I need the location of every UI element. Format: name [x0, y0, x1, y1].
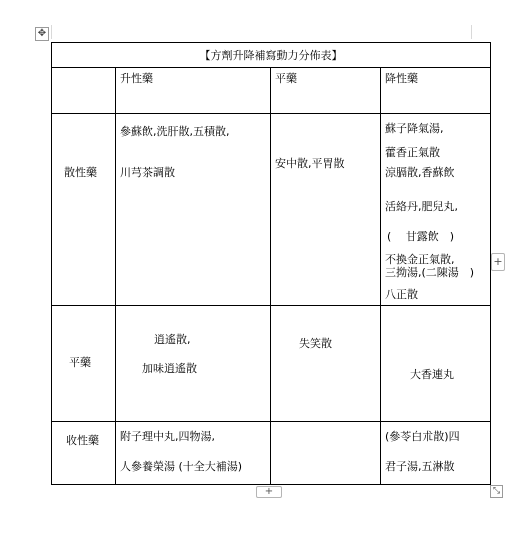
formula-text: 安中散,平胃散: [275, 157, 345, 170]
formula-text: 活絡丹,肥兒丸,: [385, 200, 458, 213]
header-ascending: 升性藥: [120, 72, 153, 85]
table-title: 【方劑升降補寫動力分佈表】: [52, 43, 491, 68]
formula-text: 涼膈散,香蘇飲: [385, 166, 455, 179]
row-label-dispersing: 散性藥: [64, 166, 97, 179]
row-label-neutral: 平藥: [69, 356, 91, 369]
formula-text: 藿香正氣散: [385, 146, 440, 159]
formula-text: ( 甘露飲 ): [387, 230, 455, 243]
row-label-cell: [52, 114, 116, 306]
dispersing-descending-cell: [381, 114, 491, 306]
formula-text: 君子湯,五淋散: [385, 460, 455, 473]
neutral-neutral-cell: [271, 306, 381, 422]
header-descending-cell: [381, 68, 491, 114]
table-move-handle-icon[interactable]: ✥: [35, 27, 49, 41]
table-resize-icon[interactable]: ⤡: [490, 485, 503, 498]
header-descending: 降性藥: [385, 72, 418, 85]
formula-text: 人參養榮湯 (十全大補湯): [120, 460, 243, 473]
page-margin-guide: [51, 25, 52, 39]
formula-text: 川芎茶調散: [120, 166, 175, 179]
astringent-descending-cell: [381, 422, 491, 485]
row-label-cell: [52, 306, 116, 422]
header-neutral-cell: [271, 68, 381, 114]
astringent-neutral-cell: [271, 422, 381, 485]
formula-text: 蘇子降氣湯,: [385, 122, 444, 135]
add-row-plus-icon[interactable]: +: [256, 486, 282, 498]
formula-text: 八正散: [385, 288, 418, 301]
formula-text: 失笑散: [299, 337, 332, 350]
prescription-table: [51, 42, 491, 485]
dispersing-ascending-cell: [116, 114, 271, 306]
formula-text: (參苓白朮散)四: [385, 430, 460, 443]
header-ascending-cell: [116, 68, 271, 114]
formula-text: 逍遙散,: [154, 333, 191, 346]
formula-text: 參蘇飲,洗肝散,五積散,: [120, 125, 230, 138]
header-corner-cell: [52, 68, 116, 114]
formula-text: 大香連丸: [410, 368, 454, 381]
formula-text: 不換金正氣散,: [385, 253, 455, 266]
row-label-astringent: 收性藥: [66, 434, 99, 447]
formula-text: 附子理中丸,四物湯,: [120, 430, 215, 443]
add-column-plus-icon[interactable]: +: [491, 253, 505, 271]
neutral-ascending-cell: [116, 306, 271, 422]
astringent-ascending-cell: [116, 422, 271, 485]
row-label-cell: [52, 422, 116, 485]
neutral-descending-cell: [381, 306, 491, 422]
header-neutral: 平藥: [275, 72, 297, 85]
formula-text: 加味逍遙散: [142, 362, 197, 375]
page-margin-guide: [471, 25, 472, 39]
formula-text: 三拗湯,(二陳湯 ): [385, 266, 475, 279]
dispersing-neutral-cell: [271, 114, 381, 306]
